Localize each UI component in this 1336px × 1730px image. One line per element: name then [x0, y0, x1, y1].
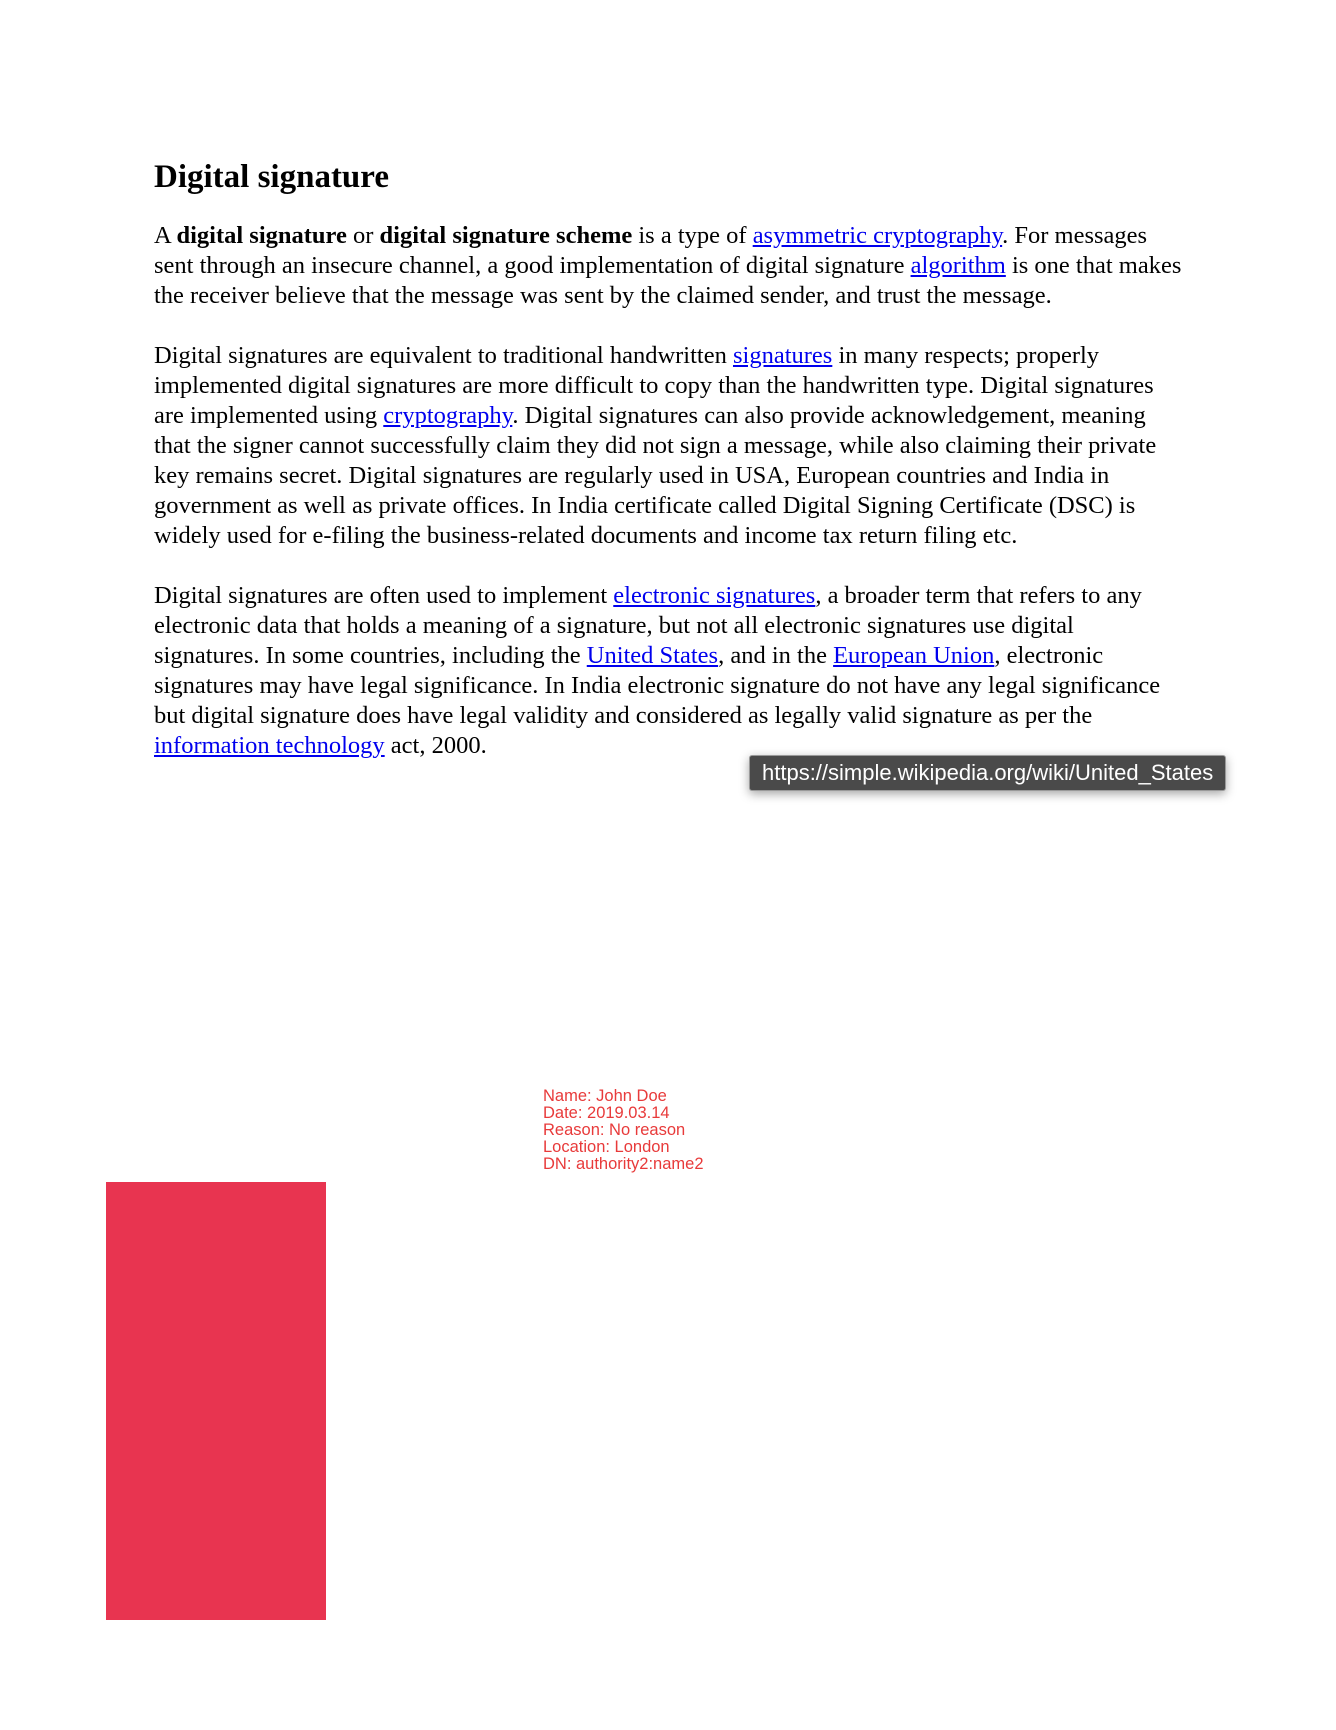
document-body	[154, 158, 1182, 791]
bold-term: digital signature	[176, 221, 347, 249]
signature-date: Date: 2019.03.14	[543, 1104, 670, 1122]
text-run: , a broader term that refers to any electronic data that holds a meaning of a signature, but not all electronic signatures use digital signatures. In some countries, including the	[154, 581, 1142, 669]
text-run: act, 2000.	[384, 731, 487, 759]
signature-location: Location: London	[543, 1138, 670, 1156]
text-run: , and in the	[718, 641, 834, 669]
text-run: is a type of	[632, 221, 753, 249]
text-run: Digital signatures are often used to implement	[154, 581, 614, 609]
paragraph-3	[154, 581, 1182, 761]
link-information-technology[interactable]: information technology	[154, 731, 385, 759]
paragraph-2	[154, 341, 1182, 551]
text-run: is one that makes the receiver believe that the message was sent by the claimed sender, and trust the message.	[154, 251, 1182, 309]
page-title: Digital signature	[154, 159, 389, 195]
link-european-union[interactable]: European Union	[833, 641, 995, 669]
link-asymmetric-cryptography[interactable]: asymmetric cryptography	[752, 221, 1003, 249]
signature-field-block[interactable]	[106, 1182, 326, 1620]
link-signatures[interactable]: signatures	[732, 341, 833, 369]
text-run: Digital signatures are equivalent to traditional handwritten	[154, 341, 733, 369]
link-cryptography[interactable]: cryptography	[383, 401, 513, 429]
signature-name: Name: John Doe	[543, 1087, 667, 1105]
text-run: . For messages sent through an insecure channel, a good implementation of digital signature	[154, 221, 1148, 279]
text-run: or	[346, 221, 380, 249]
text-run: , electronic signatures may have legal significance. In India electronic signature do not have any legal significance but digital signature does have legal validity and considered as legally valid signature as per the	[154, 641, 1161, 729]
signature-dn: DN: authority2:name2	[543, 1155, 704, 1173]
text-run: in many respects; properly implemented digital signatures are more difficult to copy than the handwritten type. Digital signatures are implemented using	[154, 341, 1154, 429]
paragraph-1	[154, 221, 1182, 311]
link-united-states[interactable]: United States	[586, 641, 719, 669]
link-algorithm[interactable]: algorithm	[910, 251, 1006, 279]
signature-info	[543, 1088, 704, 1173]
signature-reason: Reason: No reason	[543, 1121, 686, 1139]
text-run: . Digital signatures can also provide acknowledgement, meaning that the signer cannot successfully claim they did not sign a message, while also claiming their private key remains secret. Digital signatures are regularly used in USA, European countries and India in government as well as private offices. In India certificate called Digital Signing Certificate (DSC) is widely used for e-filing the business-related documents and income tax return filing etc.	[154, 401, 1157, 549]
bold-term: digital signature scheme	[379, 221, 633, 249]
link-url-tooltip: https://simple.wikipedia.org/wiki/United_States	[749, 755, 1226, 791]
link-electronic-signatures[interactable]: electronic signatures	[613, 581, 816, 609]
text-run: A	[154, 221, 177, 249]
